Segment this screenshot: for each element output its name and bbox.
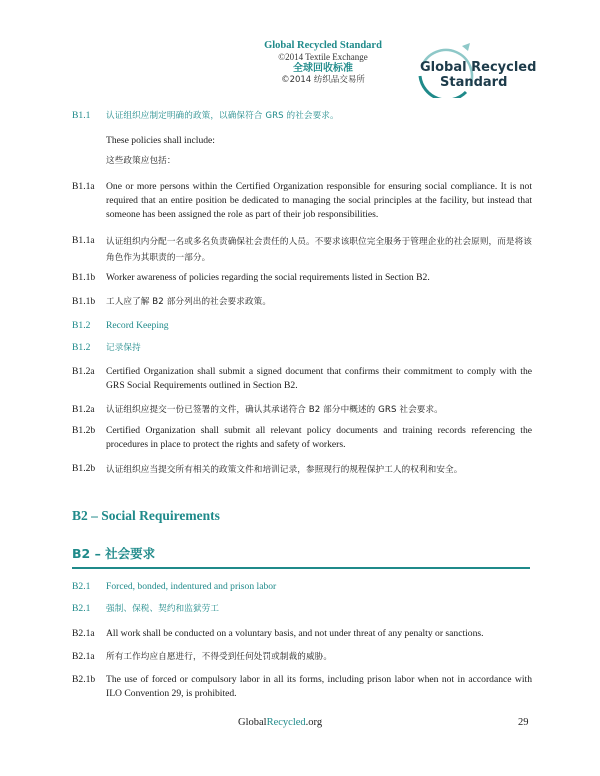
clause-number: B2.1b xyxy=(72,674,96,685)
clause-text: 认证组织应当提交所有相关的政策文件和培训记录，参照现行的规程保护工人的权利和安全。 xyxy=(106,465,463,475)
clause-number: B1.1a xyxy=(72,235,95,246)
clause-text: Certified Organization shall submit a signed document that confirms their commitment to comply with the GRS Social Requirements outlined in Section B2. xyxy=(106,366,532,391)
clause-number: B1.2 xyxy=(72,342,91,353)
clause-text: 认证组织内分配一名或多名负责确保社会责任的人员。不要求该职位完全服务于管理企业的社会原则，而是将该角色作为其职责的一部分。 xyxy=(106,237,532,263)
policies-intro-en xyxy=(72,134,532,148)
clause-text: Forced, bonded, indentured and prison labor xyxy=(106,581,277,592)
clause-b2-1a-zh xyxy=(72,650,532,664)
clause-number: B1.2 xyxy=(72,320,91,331)
clause-text: 认证组织应提交一份已签署的文件，确认其承诺符合 B2 部分中概述的 GRS 社会要求。 xyxy=(106,405,443,415)
clause-number: B1.2b xyxy=(72,425,96,436)
clause-text: Record Keeping xyxy=(106,320,169,331)
clause-number: B2.1 xyxy=(72,581,91,592)
clause-text: The use of forced or compulsory labor in all its forms, including prison labor when not in accordance with ILO Convention 29, is prohibited. xyxy=(106,674,532,699)
clause-text: Worker awareness of policies regarding the social requirements listed in Section B2. xyxy=(106,272,430,283)
clause-text: Certified Organization shall submit all relevant policy documents and training records referencing the procedures in place to protect the rights and safety of workers. xyxy=(106,425,532,450)
logo-line-1: Global Recycled xyxy=(420,60,537,75)
clause-text: 这些政策应包括： xyxy=(106,156,176,166)
clause-b2-1-en xyxy=(72,580,532,594)
clause-text: All work shall be conducted on a voluntary basis, and not under threat of any penalty or sanctions. xyxy=(106,628,484,639)
clause-number: B2.1a xyxy=(72,628,95,639)
header-copyright-zh: ©2014 纺织品交易所 xyxy=(281,74,365,85)
section-title-zh: B2 – 社会要求 xyxy=(72,546,156,561)
footer-site-highlight: Recycled xyxy=(266,717,306,728)
clause-b1-1a-zh xyxy=(72,234,532,266)
clause-b1-2b-zh xyxy=(72,462,532,478)
footer-site-suffix: .org xyxy=(305,717,323,728)
clause-text: One or more persons within the Certified Organization responsible for ensuring social compliance. It is not required that an entire position be dedicated to managing the social principles at the facility, but instead that someone has been assigned the role as part of their job responsibilities. xyxy=(106,181,532,220)
clause-b1-2b-en xyxy=(72,424,532,452)
page-number: 29 xyxy=(518,717,529,728)
clause-number: B1.2b xyxy=(72,463,96,474)
header-title-en: Global Recycled Standard xyxy=(264,40,382,51)
logo-line-2: Standard xyxy=(440,75,508,90)
clause-b1-2a-zh xyxy=(72,403,532,417)
clause-number: B1.2a xyxy=(72,404,95,415)
clause-b1-2a-en xyxy=(72,365,532,393)
footer-site-prefix: Global xyxy=(238,717,267,728)
clause-b1-1a-en xyxy=(72,180,532,222)
clause-text: 强制、保税、契约和监狱劳工 xyxy=(106,604,220,614)
clause-number: B2.1a xyxy=(72,651,95,662)
section-divider xyxy=(72,567,530,569)
clause-text: These policies shall include: xyxy=(106,135,215,146)
clause-b2-1-zh xyxy=(72,602,532,616)
clause-number: B1.1b xyxy=(72,296,96,307)
clause-number: B2.1 xyxy=(72,603,91,614)
footer-website xyxy=(238,717,322,728)
clause-number: B1.1a xyxy=(72,181,95,192)
clause-text: 认证组织应制定明确的政策，以确保符合 GRS 的社会要求。 xyxy=(106,111,339,121)
clause-text: 所有工作均应自愿进行，不得受到任何处罚或制裁的威胁。 xyxy=(106,652,333,662)
clause-b1-1-zh xyxy=(72,109,532,123)
grs-logo xyxy=(400,36,540,98)
clause-number: B1.1 xyxy=(72,110,91,121)
clause-text: 工人应了解 B2 部分列出的社会要求政策。 xyxy=(106,297,272,307)
header-copyright-en: ©2014 Textile Exchange xyxy=(278,51,368,62)
clause-b1-1b-en xyxy=(72,271,532,285)
policies-intro-zh xyxy=(72,154,532,168)
clause-text: 记录保持 xyxy=(106,343,141,353)
header-title-zh: 全球回收标准 xyxy=(293,63,353,74)
clause-b1-2-zh xyxy=(72,341,532,355)
clause-number: B1.2a xyxy=(72,366,95,377)
clause-b2-1b-en xyxy=(72,673,532,701)
section-title-en: B2 – Social Requirements xyxy=(72,508,220,523)
clause-b1-1b-zh xyxy=(72,295,532,309)
clause-number: B1.1b xyxy=(72,272,96,283)
clause-b2-1a-en xyxy=(72,627,532,641)
clause-b1-2-en xyxy=(72,319,532,333)
document-header xyxy=(248,40,398,86)
